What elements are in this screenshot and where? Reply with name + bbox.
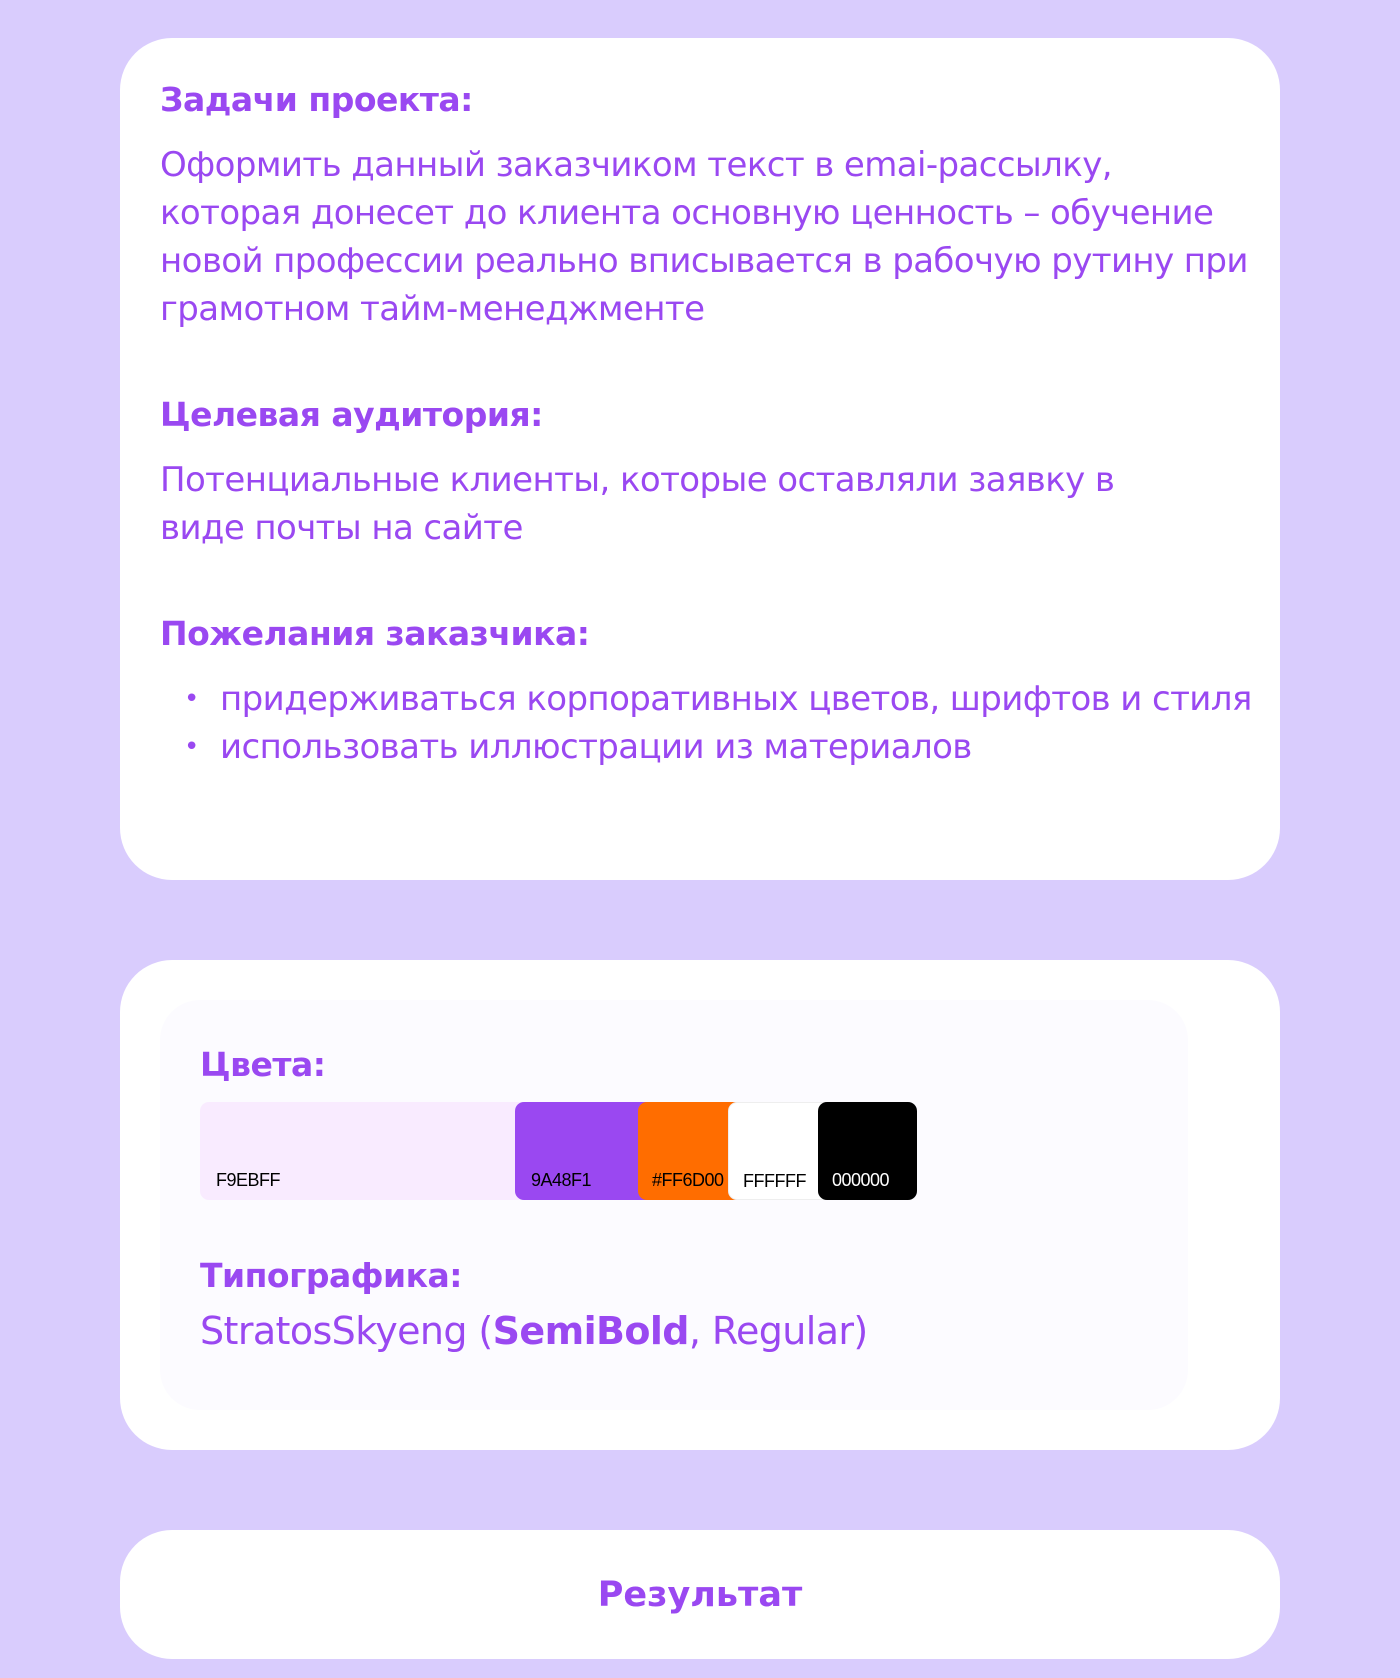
result-button[interactable]	[120, 1530, 1280, 1659]
color-swatch: 9A48F1	[515, 1102, 675, 1200]
colors-heading: Цвета:	[200, 1045, 326, 1084]
font-name: StratosSkyeng (	[200, 1309, 493, 1353]
audience-heading: Целевая аудитория:	[160, 395, 543, 434]
result-label: Результат	[597, 1574, 803, 1615]
typography-heading: Типографика:	[200, 1256, 462, 1295]
audience-text: Потенциальные клиенты, которые оставляли заявку в виде почты на сайте	[160, 460, 1115, 548]
list-item: • использовать иллюстрации из материалов	[160, 723, 1260, 771]
project-brief-card	[120, 38, 1280, 880]
color-palette	[200, 1102, 917, 1200]
wishes-list	[160, 675, 1252, 771]
font-weight-rest: , Regular)	[688, 1309, 868, 1353]
tasks-heading: Задачи проекта:	[160, 80, 473, 119]
style-guide-card	[120, 960, 1280, 1450]
style-guide-panel	[160, 1000, 1188, 1410]
list-item: • придерживаться корпоративных цветов, шрифтов и стиля	[160, 675, 1260, 723]
tasks-text: Оформить данный заказчиком текст в emai-рассылку, которая донесет до клиента основную ценность – обучение новой профессии реально вписывается в рабочую рутину при грамотном тайм-менеджменте	[160, 145, 1248, 329]
color-swatch: 000000	[818, 1102, 917, 1200]
font-weight-bold: SemiBold	[492, 1309, 689, 1353]
typography-text	[200, 1309, 1148, 1353]
color-swatch: #FF6D00	[638, 1102, 748, 1200]
color-swatch: FFFFFF	[728, 1102, 838, 1200]
wishes-heading: Пожелания заказчика:	[160, 614, 590, 653]
color-swatch: F9EBFF	[200, 1102, 540, 1200]
